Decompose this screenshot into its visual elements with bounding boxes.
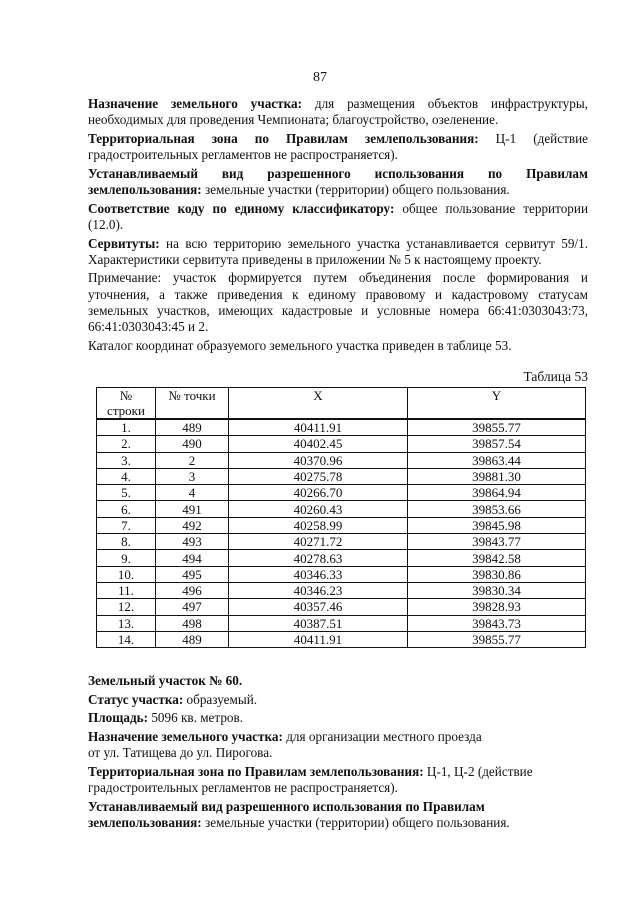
classifier-label: Соответствие коду по единому классификатору: — [88, 200, 395, 216]
cell-row-number: 12. — [97, 599, 156, 615]
purpose-60-paragraph: Назначение земельного участка: для организации местного проезда от ул. Татищева до ул. Пирогова. — [88, 728, 482, 761]
cell-y: 39830.86 — [408, 566, 586, 582]
cell-y: 39857.54 — [408, 436, 586, 452]
area-paragraph — [88, 710, 588, 726]
cell-row-number: 6. — [97, 501, 156, 517]
note-paragraph: Примечание: участок формируется путем объединения после формирования и уточнения, а также приведения к единому правовому и кадастровому статусам земельных участков, имеющих кадастровые и условные номера 66:41:0303043:73, 66:41:0303043:45 и 2. — [88, 270, 588, 335]
cell-point-number: 494 — [156, 550, 229, 566]
zone-paragraph — [88, 131, 588, 164]
cell-x: 40266.70 — [229, 485, 408, 501]
cell-row-number: 4. — [97, 468, 156, 484]
table-row — [97, 436, 586, 452]
zone-60-label: Территориальная зона по Правилам землепользования: — [88, 763, 424, 779]
servitude-paragraph — [88, 236, 588, 269]
cell-x: 40411.91 — [229, 419, 408, 436]
header-y: Y — [408, 388, 586, 420]
table-row — [97, 485, 586, 501]
catalog-paragraph: Каталог координат образуемого земельного участка приведен в таблице 53. — [88, 337, 512, 353]
table-caption: Таблица 53 — [523, 369, 588, 384]
table-row — [97, 615, 586, 631]
cell-x: 40357.46 — [229, 599, 408, 615]
usage-text: земельные участки (территории) общего пользования. — [201, 182, 510, 198]
cell-point-number: 495 — [156, 566, 229, 582]
page-number: 87 — [313, 70, 327, 85]
status-text: образуемый. — [183, 691, 258, 707]
cell-row-number: 14. — [97, 631, 156, 647]
cell-y: 39828.93 — [408, 599, 586, 615]
table-row — [97, 452, 586, 468]
cell-row-number: 3. — [97, 452, 156, 468]
cell-point-number: 3 — [156, 468, 229, 484]
zone-60-paragraph: Территориальная зона по Правилам землепользования: Ц-1, Ц-2 (действие градостроительных регламентов не распространяется). — [88, 763, 533, 795]
cell-y: 39843.73 — [408, 615, 586, 631]
cell-row-number: 5. — [97, 485, 156, 501]
table-row — [97, 631, 586, 647]
cell-row-number: 8. — [97, 534, 156, 550]
purpose-label: Назначение земельного участка: — [88, 96, 303, 111]
cell-y: 39864.94 — [408, 485, 586, 501]
table-body — [97, 419, 586, 648]
cell-row-number: 1. — [97, 419, 156, 436]
cell-y: 39853.66 — [408, 501, 586, 517]
zone-label: Территориальная зона по Правилам землепользования: — [88, 130, 479, 146]
servitude-text: на всю территорию земельного участка устанавливается сервитут 59/1. Характеристики сервитута приведены в приложении № 5 к настоящему проекту. — [88, 235, 588, 267]
zone-text: Ц-1 (действие градостроительных регламентов не распространяется). — [88, 130, 588, 163]
cell-x: 40346.33 — [229, 566, 408, 582]
cell-point-number: 493 — [156, 534, 229, 550]
cell-x: 40258.99 — [229, 517, 408, 533]
purpose-paragraph — [88, 96, 588, 129]
cell-y: 39830.34 — [408, 582, 586, 598]
cell-y: 39855.77 — [408, 631, 586, 647]
coordinates-table — [96, 387, 586, 648]
cell-y: 39845.98 — [408, 517, 586, 533]
purpose-text: для размещения объектов инфраструктуры, необходимых для проведения Чемпионата; благоустройство, озеленение. — [88, 96, 588, 128]
cell-row-number: 10. — [97, 566, 156, 582]
cell-y: 39855.77 — [408, 419, 586, 436]
parcel-60-title: Земельный участок № 60. — [88, 673, 243, 688]
table-row — [97, 566, 586, 582]
header-row-number: № строки — [97, 388, 156, 420]
cell-row-number: 7. — [97, 517, 156, 533]
table-header-row — [97, 388, 586, 420]
purpose-60-label: Назначение земельного участка: — [88, 728, 283, 744]
cell-row-number: 11. — [97, 582, 156, 598]
table-row — [97, 534, 586, 550]
cell-y: 39863.44 — [408, 452, 586, 468]
table-row — [97, 419, 586, 436]
table-row — [97, 468, 586, 484]
header-x: X — [229, 388, 408, 420]
table-row — [97, 550, 586, 566]
usage-label: Устанавливаемый вид разрешенного использования по Правилам землепользования: — [88, 165, 588, 198]
cell-point-number: 496 — [156, 582, 229, 598]
cell-row-number: 13. — [97, 615, 156, 631]
table-row — [97, 599, 586, 615]
cell-x: 40346.23 — [229, 582, 408, 598]
area-label: Площадь: — [88, 710, 149, 726]
classifier-text: общее пользование территории (12.0). — [88, 200, 589, 232]
area-text: 5096 кв. метров. — [148, 710, 244, 726]
cell-point-number: 497 — [156, 599, 229, 615]
cell-x: 40402.45 — [229, 436, 408, 452]
cell-point-number: 491 — [156, 501, 229, 517]
classifier-paragraph — [88, 201, 588, 234]
cell-row-number: 2. — [97, 436, 156, 452]
cell-x: 40275.78 — [229, 468, 408, 484]
cell-y: 39842.58 — [408, 550, 586, 566]
table-row — [97, 501, 586, 517]
parcel-description-top — [88, 96, 588, 357]
cell-x: 40260.43 — [229, 501, 408, 517]
cell-point-number: 4 — [156, 485, 229, 501]
cell-x: 40411.91 — [229, 631, 408, 647]
cell-point-number: 2 — [156, 452, 229, 468]
cell-x: 40370.96 — [229, 452, 408, 468]
parcel-60-description — [88, 673, 588, 833]
table-row — [97, 517, 586, 533]
usage-paragraph — [88, 166, 588, 199]
cell-point-number: 489 — [156, 631, 229, 647]
cell-row-number: 9. — [97, 550, 156, 566]
header-point-number: № точки — [156, 388, 229, 420]
cell-x: 40278.63 — [229, 550, 408, 566]
status-label: Статус участка: — [88, 691, 184, 707]
cell-point-number: 492 — [156, 517, 229, 533]
cell-y: 39843.77 — [408, 534, 586, 550]
status-paragraph — [88, 692, 588, 708]
servitude-label: Сервитуты: — [88, 235, 160, 251]
table-row — [97, 582, 586, 598]
cell-point-number: 489 — [156, 419, 229, 436]
cell-y: 39881.30 — [408, 468, 586, 484]
cell-point-number: 498 — [156, 615, 229, 631]
cell-x: 40271.72 — [229, 534, 408, 550]
cell-x: 40387.51 — [229, 615, 408, 631]
cell-point-number: 490 — [156, 436, 229, 452]
usage-60-paragraph: Устанавливаемый вид разрешенного использования по Правилам землепользования: земельные участки (территории) общего пользования. — [88, 798, 510, 830]
